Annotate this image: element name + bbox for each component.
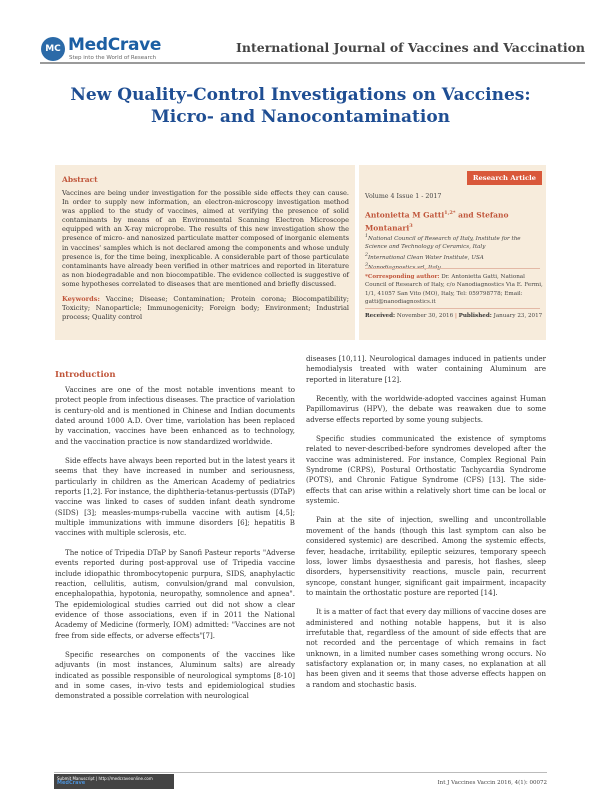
body-paragraph: Vaccines are one of the most notable inventions meant to protect people from infectious diseases. The practice of variolation is century-old and is mentioned in Chinese and Indian documents dated around 1000 A.D. Over time, variolation has been replaced by vaccination, vaccines have been enhanced as to technology, and the vaccination practice is now standardized worldwide. bbox=[55, 385, 295, 446]
corresponding-author bbox=[365, 273, 543, 307]
affiliation-item: $^2$International Clean Water Institute, USA bbox=[365, 252, 484, 261]
body-paragraph: The notice of Tripedia DTaP by Sanofi Pasteur reports "Adverse events reported during post-approval use of Tripedia vaccine include idiopathic thrombocytopenic purpura, SIDS, anaphylactic reaction, cellulitis, autism, convulsion/grand mal convulsion, encephalopathia, hypotonia, neuropathy, somnolence and apnea". The epidemiological studies carried out did not show a clear evidence of those associations, even if in 2011 the National Academy of Medicine (formerly, IOM) admitted: "Vaccines are not free from side effects, or adverse effects"[7]. bbox=[55, 547, 295, 640]
introduction-heading: Introduction bbox=[55, 370, 116, 380]
body-paragraph: Specific studies communicated the existence of symptoms related to never-described-before syndromes developed after the vaccine was administered. For instance, Complex Regional Pain Syndrome (CRPS), Postural Orthostatic Tachycardia Syndrome (POTS), and Chronic Fatigue Syndrome (CFS) [13]. The side-effects that can arise within a relatively short time can be local or systemic. bbox=[306, 434, 546, 506]
corresponding-email-link[interactable]: gatti@nanodiagnostics.it bbox=[365, 299, 436, 306]
journal-name: International Journal of Vaccines and Vaccination bbox=[236, 40, 585, 55]
author-and: and Stefano Montanari bbox=[365, 210, 509, 232]
abstract-box bbox=[55, 165, 355, 340]
footer-citation: Int J Vaccines Vaccin 2016, 4(1): 00072 bbox=[437, 780, 547, 786]
authors bbox=[365, 208, 540, 233]
info-divider bbox=[365, 268, 540, 269]
affiliation-item: $^1$National Council of Research of Italy, Institute for the Science and Technology of Ceramics, Italy bbox=[365, 234, 521, 251]
body-column-right bbox=[306, 354, 546, 699]
affiliation-item: 3 bbox=[365, 262, 368, 268]
issue-info: Volume 4 Issue 1 - 2017 bbox=[365, 193, 442, 200]
publisher-name: MedCrave bbox=[68, 35, 162, 55]
article-info-box bbox=[359, 165, 546, 340]
medcrave-logo-icon: MC bbox=[41, 37, 65, 61]
published-label: Published: bbox=[458, 313, 492, 319]
abstract-heading: Abstract bbox=[62, 175, 98, 184]
submit-manuscript-banner[interactable] bbox=[54, 774, 174, 789]
author-2-sup: 3 bbox=[409, 222, 413, 229]
body-column-left bbox=[55, 385, 295, 711]
header-divider bbox=[40, 62, 585, 64]
info-divider bbox=[365, 308, 540, 309]
abstract-text: Vaccines are being under investigation for the possible side effects they can cause. In order to supply new information, an electron-microscopy investigation method was applied to the study of vaccines, aimed at verifying the presence of solid contaminants by means of an Environmental Scanning Electron Microscope equipped with an X-ray microprobe. The results of this new investigation show the presence of micro- and nanosized particulate matter composed of inorganic elements in vaccines' samples which is not declared among the components and whose unduly presence is, for the time being, inexplicable. A considerable part of those particulate contaminants have already been verified in other matrices and reported in literature as non biodegradable and non biocompatible. The evidence collected is suggestive of some hypotheses correlated to diseases that are mentioned and briefly discussed. bbox=[62, 189, 349, 288]
publication-dates: Received: November 30, 2016 | Published: January 23, 2017 bbox=[365, 313, 543, 319]
article-title: New Quality-Control Investigations on Vaccines: Micro- and Nanocontamination bbox=[70, 85, 531, 127]
author-1: Antonietta M Gatti bbox=[365, 210, 445, 220]
received-date: November 30, 2016 bbox=[395, 313, 454, 319]
body-paragraph: Specific researches on components of the vaccines like adjuvants (in most instances, Aluminum salts) are already indicated as possible responsible of neurological symptoms [8-10] and in some cases, in-vivo tests and epidemiological studies demonstrated a possible correlation with neurological bbox=[55, 649, 295, 701]
body-paragraph: Side effects have always been reported but in the latest years it seems that they have increased in number and seriousness, particularly in children as the American Academy of pediatrics reports [1,2]. For instance, the diphtheria-tetanus-pertussis (DTaP) vaccine was linked to cases of sudden infant death syndrome (SIDS) [3]; measles-mumps-rubella vaccine with autism [4,5]; multiple immunizations with immune disorders [6]; hepatitis B vaccines with multiple sclerosis, etc. bbox=[55, 456, 295, 538]
body-paragraph: It is a matter of fact that every day millions of vaccine doses are administered and nothing notable happens, but it is also irrefutable that, regardless of the amount of side effects that are not recorded and the percentage of which remains in fact unknown, in a limited number cases something wrong occurs. No satisfactory explanation or, in many cases, no explanation at all has been given and it seems that those adverse effects happen on a random and stochastic basis. bbox=[306, 607, 546, 689]
author-1-sup: 1,2* bbox=[444, 210, 456, 216]
page-header bbox=[0, 0, 601, 65]
published-date: January 23, 2017 bbox=[491, 313, 543, 319]
corresponding-author-label: *Corresponding author: bbox=[365, 274, 440, 280]
affiliations bbox=[365, 233, 543, 272]
publisher-logo[interactable] bbox=[41, 36, 191, 64]
body-paragraph: diseases [10,11]. Neurological damages induced in patients under hemodialysis treated with water containing Aluminum are reported in literature [12]. bbox=[306, 354, 546, 384]
keywords bbox=[62, 295, 349, 322]
keywords-text: Vaccine; Disease; Contamination; Protein corona; Biocompatibility; Toxicity; Nanoparticle; Immunogenicity; Foreign body; Environment; Industrial process; Quality control bbox=[62, 295, 349, 322]
keywords-label: Keywords: bbox=[62, 295, 100, 304]
corresponding-author-text: Dr. Antonietta Gatti, National Council of Research of Italy, c/o Nanodiagnostics Via E. Fermi, 1/1, 41057 San Vito (MO), Italy, Tel: 059798778; Email: bbox=[365, 274, 543, 297]
submit-manuscript-link[interactable]: Submit Manuscript | http://medcraveonline.com bbox=[57, 776, 153, 781]
received-label: Received: bbox=[365, 313, 396, 319]
article-type-badge: Research Article bbox=[467, 171, 542, 185]
body-paragraph: Recently, with the worldwide-adopted vaccines against Human Papillomavirus (HPV), the debate was reawaken due to some adverse effects reported by some young subjects. bbox=[306, 394, 546, 424]
footer-divider bbox=[54, 772, 547, 773]
publisher-tagline: Step into the World of Research bbox=[69, 55, 157, 61]
body-paragraph: Pain at the site of injection, swelling and uncontrollable movement of the hands (though this last symptom can also be considered systemic) are described. Among the systemic effects, fever, headache, irritability, epileptic seizures, temporary speech loss, lower limbs dysaesthesia and paresis, hot flashes, sleep disorders, hypersensitivity reactions, muscle pain, recurrent syncope, constant hunger, significant gait impairment, incapacity to maintain the orthostatic posture are reported [14]. bbox=[306, 515, 546, 597]
footer-brand: MedCrave bbox=[57, 780, 86, 786]
